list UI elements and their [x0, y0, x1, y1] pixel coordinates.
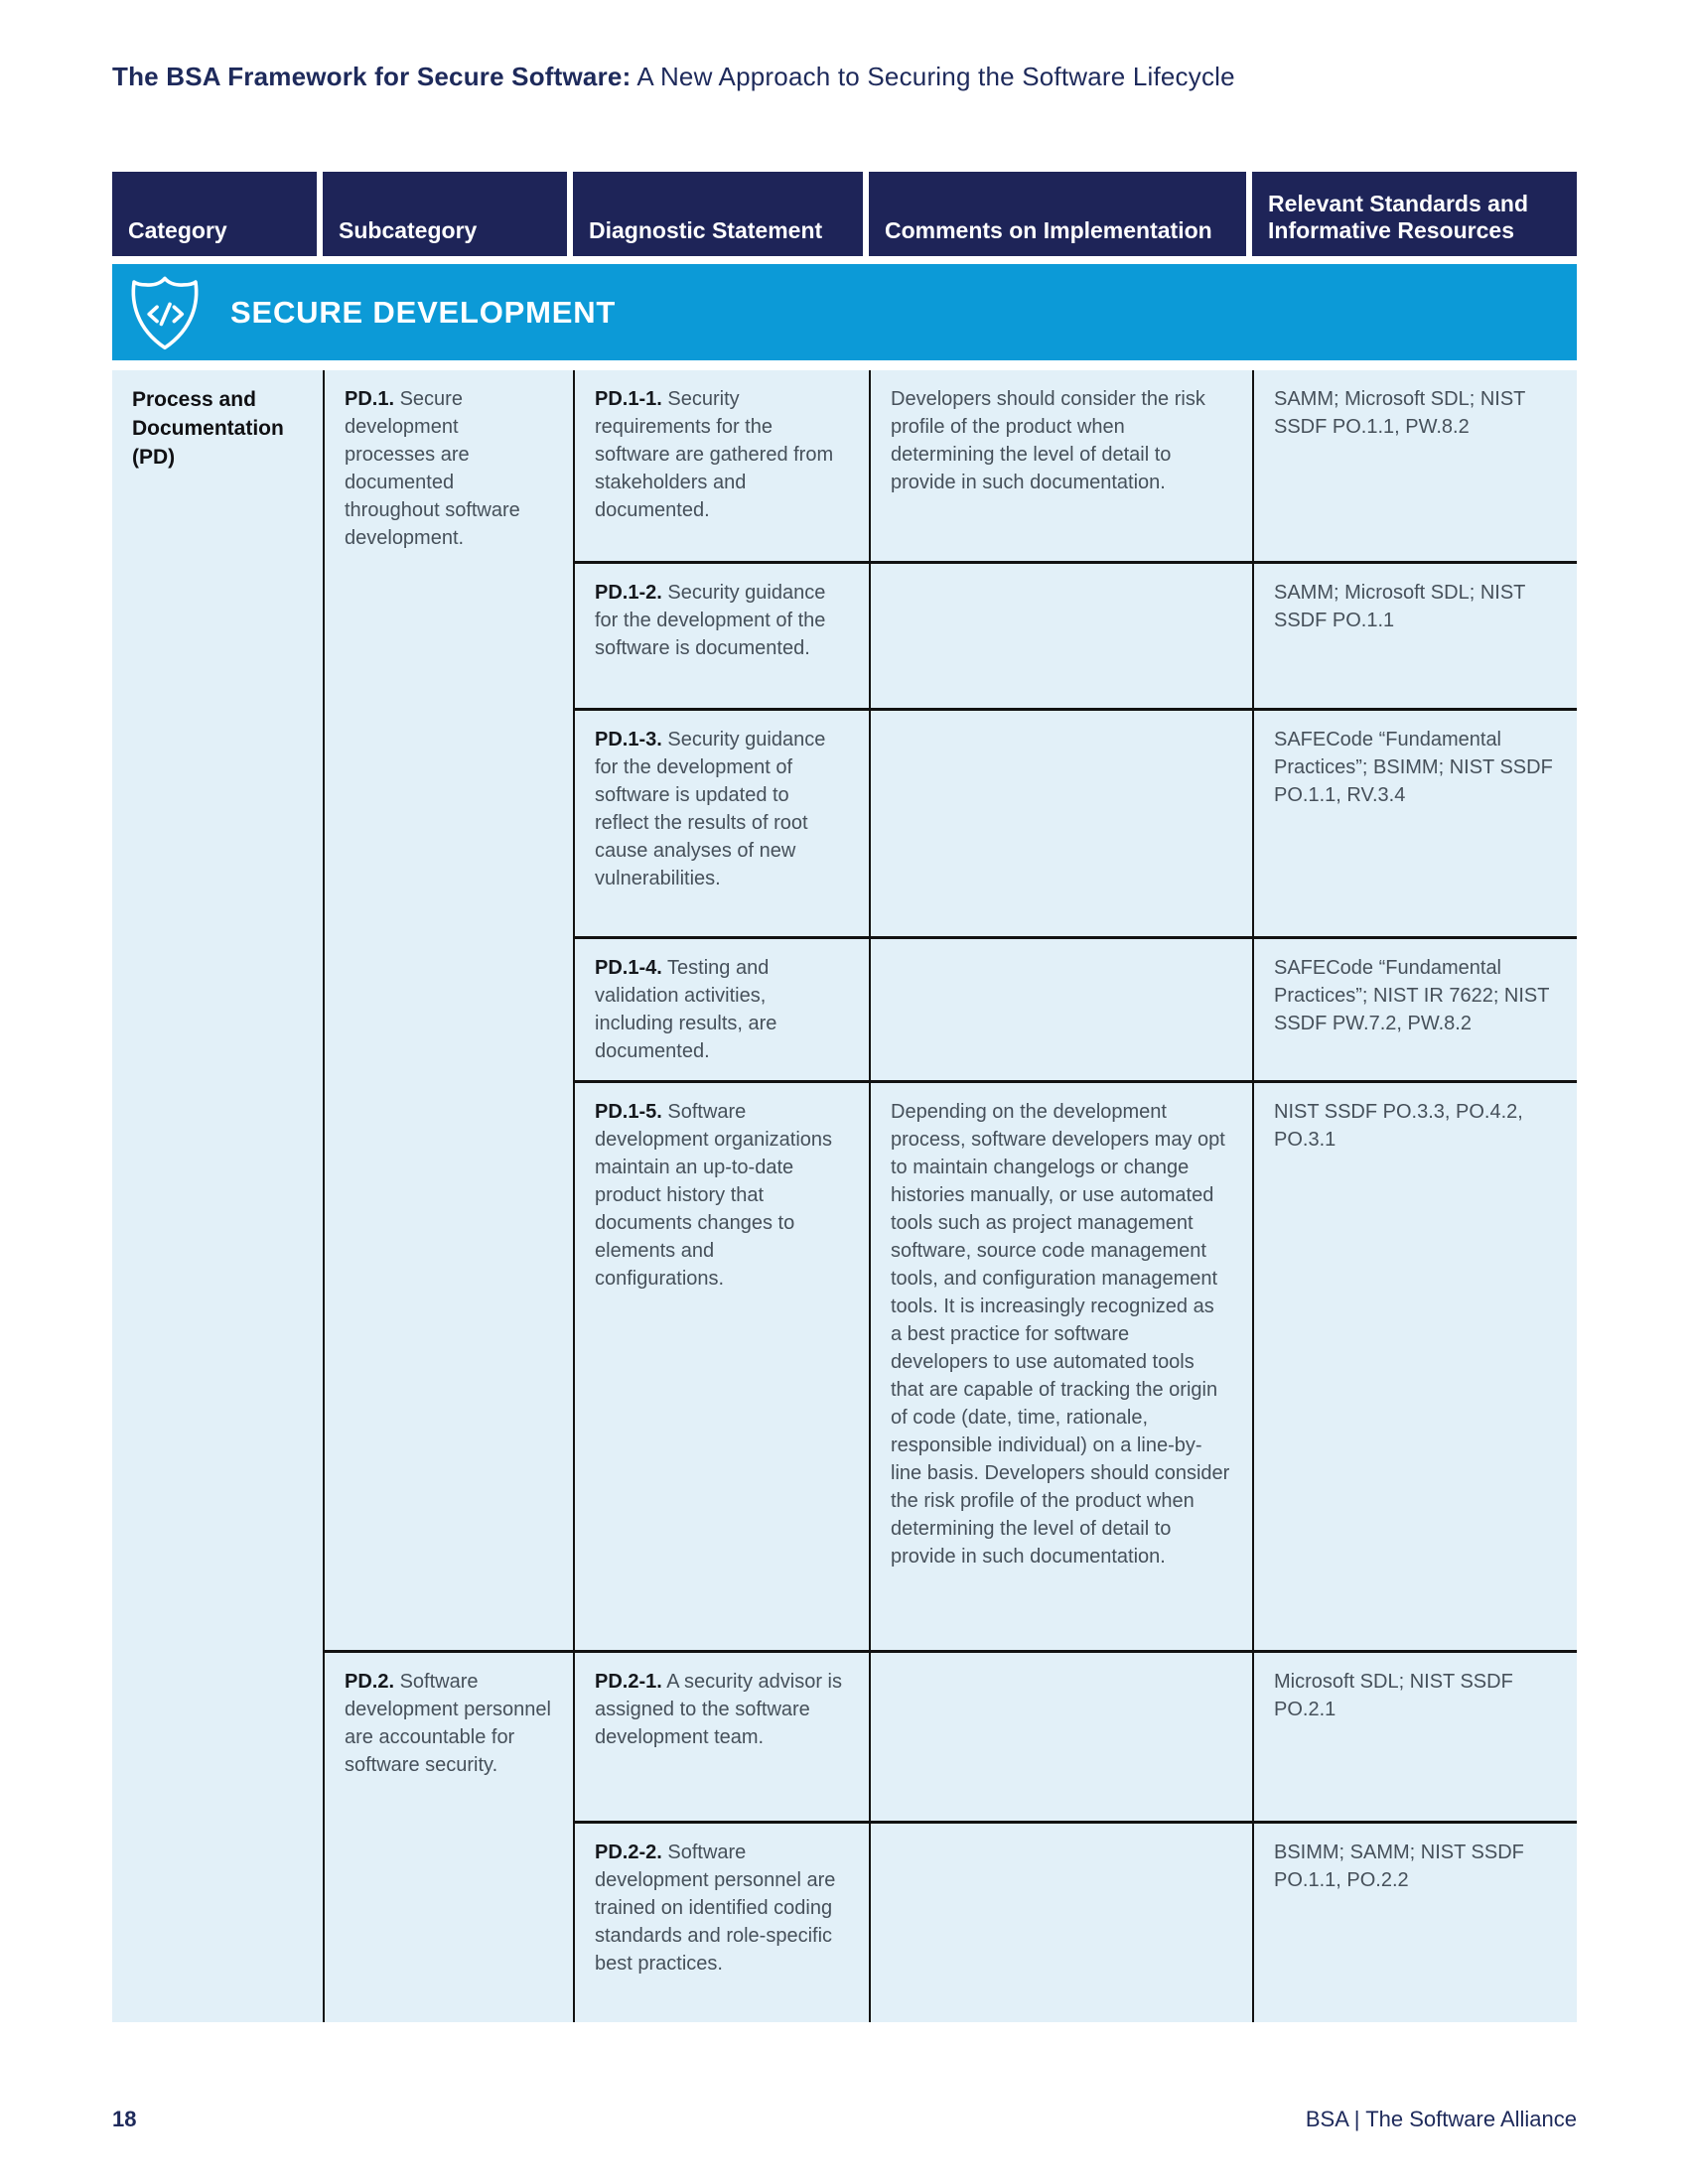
diagnostic-text: Security guidance for the development of the software is documented.	[595, 582, 826, 659]
diagnostic-id: PD.1-3.	[595, 729, 662, 751]
diagnostic-id: PD.1-5.	[595, 1101, 662, 1123]
comments-cell-pd1-3	[869, 708, 1252, 936]
standards-cell-pd1-5: NIST SSDF PO.3.3, PO.4.2, PO.3.1	[1252, 1080, 1577, 1650]
diagnostic-cell-pd1-2	[573, 561, 869, 708]
diagnostic-id: PD.1-1.	[595, 388, 662, 410]
diagnostic-cell-pd1-5	[573, 1080, 869, 1650]
column-header-comments: Comments on Implementation	[869, 172, 1246, 256]
diagnostic-text: Security guidance for the development of software is updated to reflect the results of root cause analyses of new vulnerabilities.	[595, 729, 826, 889]
standards-cell-pd2-1: Microsoft SDL; NIST SSDF PO.2.1	[1252, 1650, 1577, 1821]
diagnostic-cell-pd2-2	[573, 1821, 869, 2022]
standards-cell-pd2-2: BSIMM; SAMM; NIST SSDF PO.1.1, PO.2.2	[1252, 1821, 1577, 2022]
document-title	[112, 62, 1502, 92]
code-shield-icon	[129, 273, 201, 352]
diagnostic-cell-pd1-4	[573, 936, 869, 1080]
diagnostic-text: Testing and validation activities, including results, are documented.	[595, 957, 777, 1062]
column-header-diagnostic-statement: Diagnostic Statement	[573, 172, 863, 256]
section-banner	[112, 264, 1577, 360]
category-cell: Process and Documentation (PD)	[112, 370, 323, 2022]
diagnostic-id: PD.1-4.	[595, 957, 662, 979]
diagnostic-text: Software development organizations maintain an up-to-date product history that documents changes to elements and configurations.	[595, 1101, 833, 1290]
diagnostic-text: Security requirements for the software are gathered from stakeholders and documented.	[595, 388, 834, 521]
table-header-row	[112, 172, 1577, 256]
subcategory-text: Software development personnel are accountable for software security.	[345, 1671, 551, 1776]
column-header-category: Category	[112, 172, 317, 256]
subcategory-id: PD.2.	[345, 1671, 395, 1693]
diagnostic-id: PD.2-1.	[595, 1671, 662, 1693]
diagnostic-text: A security advisor is assigned to the software development team.	[595, 1671, 842, 1748]
subcategory-cell-pd1	[323, 370, 573, 1650]
comments-cell-pd1-1: Developers should consider the risk profile of the product when determining the level of detail to provide in such documentation.	[869, 370, 1252, 561]
page-number: 18	[112, 2107, 137, 2131]
diagnostic-text: Software development personnel are trained on identified coding standards and role-specific best practices.	[595, 1842, 836, 1975]
document-title-bold: The BSA Framework for Secure Software:	[112, 62, 632, 91]
diagnostic-id: PD.2-2.	[595, 1842, 662, 1863]
comments-cell-pd1-4	[869, 936, 1252, 1080]
comments-cell-pd2-1	[869, 1650, 1252, 1821]
diagnostic-cell-pd1-3	[573, 708, 869, 936]
comments-cell-pd2-2	[869, 1821, 1252, 2022]
table-body	[112, 370, 1577, 2022]
standards-cell-pd1-2: SAMM; Microsoft SDL; NIST SSDF PO.1.1	[1252, 561, 1577, 708]
diagnostic-cell-pd2-1	[573, 1650, 869, 1821]
section-title: SECURE DEVELOPMENT	[230, 294, 617, 330]
document-title-regular: A New Approach to Securing the Software Lifecycle	[631, 62, 1235, 91]
subcategory-text: Secure development processes are documented throughout software development.	[345, 388, 520, 549]
standards-cell-pd1-3: SAFECode “Fundamental Practices”; BSIMM; NIST SSDF PO.1.1, RV.3.4	[1252, 708, 1577, 936]
column-header-subcategory: Subcategory	[323, 172, 567, 256]
footer-brand: BSA | The Software Alliance	[1305, 2107, 1577, 2131]
standards-cell-pd1-4: SAFECode “Fundamental Practices”; NIST IR 7622; NIST SSDF PW.7.2, PW.8.2	[1252, 936, 1577, 1080]
subcategory-cell-pd2	[323, 1650, 573, 2022]
comments-cell-pd1-5: Depending on the development process, software developers may opt to maintain changelogs or change histories manually, or use automated tools such as project management software, source code management tools, and configuration management tools. It is increasingly recognized as a best practice for software developers to use automated tools that are capable of tracking the origin of code (date, time, rationale, responsible individual) on a line-by-line basis. Developers should consider the risk profile of the product when determining the level of detail to provide in such documentation.	[869, 1080, 1252, 1650]
subcategory-id: PD.1.	[345, 388, 395, 410]
comments-cell-pd1-2	[869, 561, 1252, 708]
diagnostic-id: PD.1-2.	[595, 582, 662, 604]
diagnostic-cell-pd1-1	[573, 370, 869, 561]
standards-cell-pd1-1: SAMM; Microsoft SDL; NIST SSDF PO.1.1, PW.8.2	[1252, 370, 1577, 561]
column-header-standards: Relevant Standards and Informative Resources	[1252, 172, 1577, 256]
